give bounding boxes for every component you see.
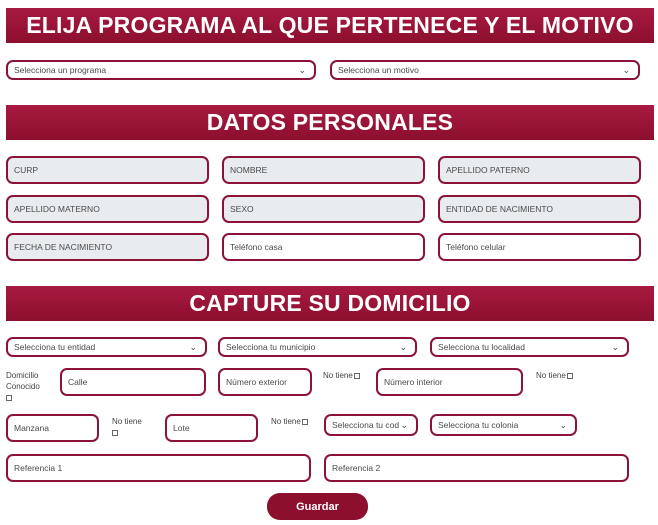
no-tiene-exterior: [323, 370, 360, 381]
referencia-2-field[interactable]: Referencia 2: [324, 454, 629, 482]
chevron-down-icon: ⌄: [298, 64, 306, 75]
colonia-select[interactable]: [430, 414, 577, 436]
entidad-select[interactable]: [6, 337, 207, 357]
manzana-field[interactable]: Manzana: [6, 414, 99, 442]
section-title-programa: ELIJA PROGRAMA AL QUE PERTENECE Y EL MOTIVO: [6, 8, 654, 43]
chevron-down-icon: ⌄: [189, 341, 197, 352]
localidad-select[interactable]: [430, 337, 629, 357]
lote-field[interactable]: Lote: [165, 414, 258, 442]
apellido-paterno-field[interactable]: APELLIDO PATERNO: [438, 156, 641, 184]
no-tiene-manzana: [112, 416, 142, 438]
domicilio-conocido-line1: Domicilio: [6, 371, 39, 380]
domicilio-conocido-checkbox[interactable]: [6, 395, 12, 401]
sexo-field[interactable]: SEXO: [222, 195, 425, 223]
fecha-nacimiento-field[interactable]: FECHA DE NACIMIENTO: [6, 233, 209, 261]
guardar-button[interactable]: Guardar: [267, 493, 368, 520]
numero-exterior-field[interactable]: Número exterior: [218, 368, 312, 396]
telefono-casa-field[interactable]: Teléfono casa: [222, 233, 425, 261]
no-tiene-lote-checkbox[interactable]: [302, 419, 308, 425]
chevron-down-icon: ⌄: [400, 419, 408, 430]
codigo-postal-select-value: Selecciona tu cod: [332, 420, 400, 430]
chevron-down-icon: ⌄: [559, 419, 567, 430]
localidad-select-value: Selecciona tu localidad: [438, 342, 525, 352]
numero-interior-field[interactable]: Número interior: [376, 368, 523, 396]
no-tiene-interior-checkbox[interactable]: [567, 373, 573, 379]
domicilio-conocido-label: [6, 370, 40, 403]
chevron-down-icon: ⌄: [622, 64, 630, 75]
no-tiene-interior-label: No tiene: [536, 371, 566, 380]
motivo-select-value: Selecciona un motivo: [338, 65, 419, 75]
referencia-1-field[interactable]: Referencia 1: [6, 454, 311, 482]
no-tiene-interior: [536, 370, 573, 381]
chevron-down-icon: ⌄: [399, 341, 407, 352]
curp-field[interactable]: CURP: [6, 156, 209, 184]
section-title-domicilio: CAPTURE SU DOMICILIO: [6, 286, 654, 321]
chevron-down-icon: ⌄: [611, 341, 619, 352]
municipio-select-value: Selecciona tu municipio: [226, 342, 316, 352]
telefono-celular-field[interactable]: Teléfono celular: [438, 233, 641, 261]
colonia-select-value: Selecciona tu colonia: [438, 420, 519, 430]
nombre-field[interactable]: NOMBRE: [222, 156, 425, 184]
entidad-select-value: Selecciona tu entidad: [14, 342, 96, 352]
no-tiene-manzana-checkbox[interactable]: [112, 430, 118, 436]
domicilio-conocido-line2: Conocido: [6, 382, 40, 391]
municipio-select[interactable]: [218, 337, 417, 357]
calle-field[interactable]: Calle: [60, 368, 206, 396]
programa-select[interactable]: [6, 60, 316, 80]
no-tiene-manzana-label: No tiene: [112, 417, 142, 426]
no-tiene-exterior-checkbox[interactable]: [354, 373, 360, 379]
codigo-postal-select[interactable]: [324, 414, 418, 436]
section-title-datos-personales: DATOS PERSONALES: [6, 105, 654, 140]
motivo-select[interactable]: [330, 60, 640, 80]
apellido-materno-field[interactable]: APELLIDO MATERNO: [6, 195, 209, 223]
no-tiene-lote: [271, 416, 308, 427]
programa-select-value: Selecciona un programa: [14, 65, 107, 75]
no-tiene-lote-label: No tiene: [271, 417, 301, 426]
no-tiene-exterior-label: No tiene: [323, 371, 353, 380]
entidad-nacimiento-field[interactable]: ENTIDAD DE NACIMIENTO: [438, 195, 641, 223]
